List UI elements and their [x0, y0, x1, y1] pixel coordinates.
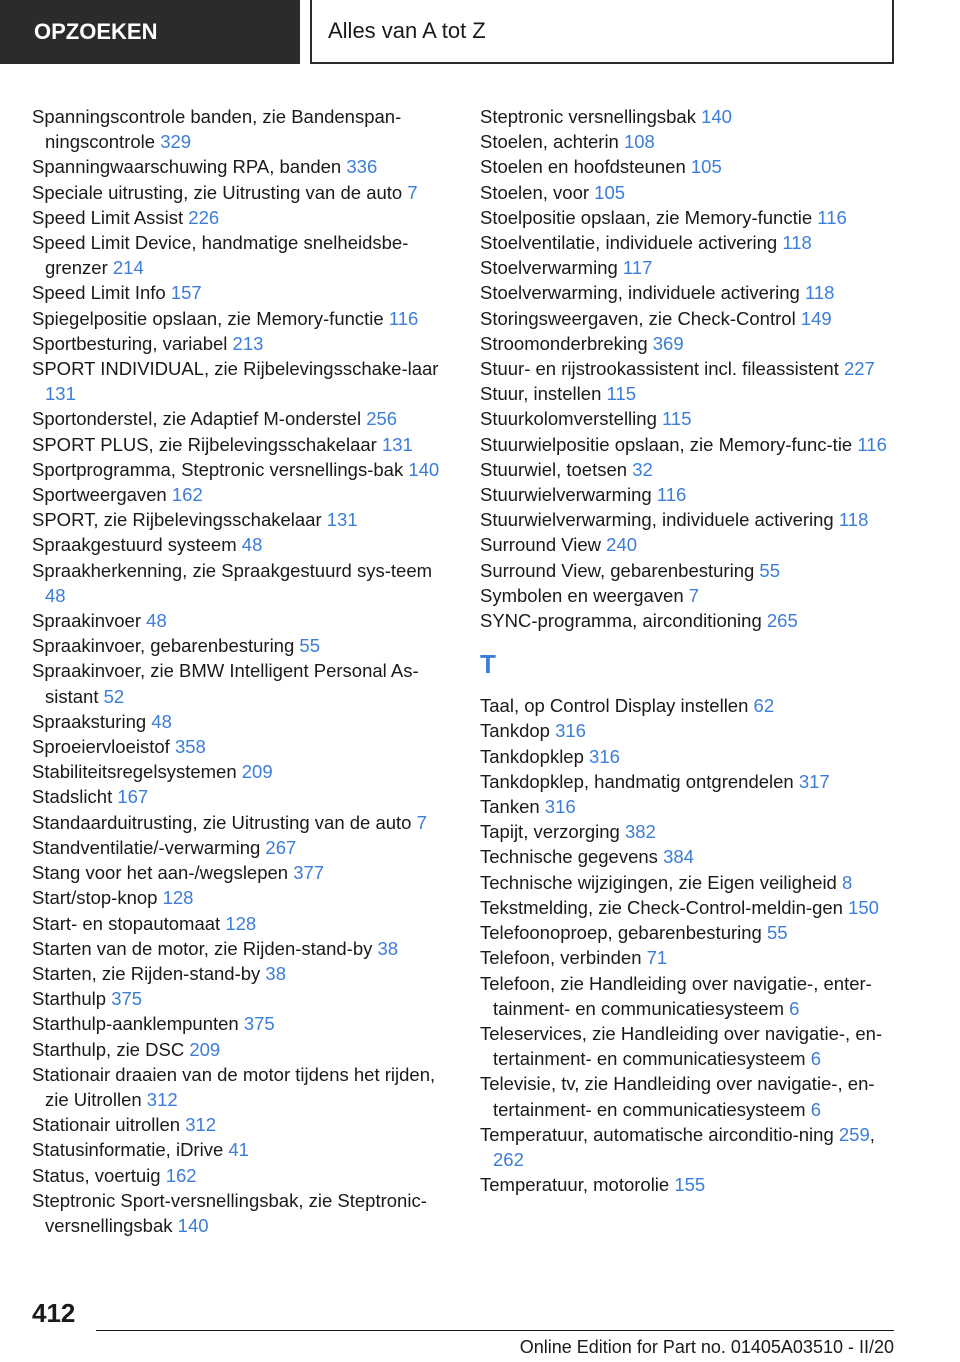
index-entry: Temperatuur, automatische airconditio-ning 259, 262: [480, 1123, 875, 1170]
index-entry: [32, 1062, 452, 1112]
page-link[interactable]: 336: [346, 156, 378, 178]
entry-text: Steptronic Sport-versnellingsbak, zie Steptronic-versnellingsbak: [32, 1189, 427, 1236]
index-entry: [480, 406, 900, 431]
page-link[interactable]: 6: [789, 997, 800, 1019]
entry-text: Sportweergaven: [32, 484, 167, 506]
page-link[interactable]: 375: [243, 1013, 275, 1035]
page-link[interactable]: 155: [674, 1174, 706, 1196]
page-link[interactable]: 7: [407, 181, 418, 203]
entry-text: Technische wijzigingen, zie Eigen veiligheid: [480, 871, 837, 893]
index-entry: [480, 693, 900, 718]
entry-text: Starthulp-aanklempunten: [32, 1013, 239, 1035]
index-entry: [480, 457, 900, 482]
index-entry: [32, 608, 452, 633]
entry-text: Televisie, tv, zie Handleiding over navigatie-, en-tertainment- en communicatiesysteem: [480, 1073, 875, 1120]
index-entry: [480, 482, 900, 507]
page-title: [310, 0, 894, 64]
entry-text: SPORT PLUS, zie Rijbelevingsschakelaar: [32, 433, 377, 455]
page-link[interactable]: 267: [265, 836, 297, 858]
page-link[interactable]: 116: [656, 484, 687, 506]
index-entry: [480, 920, 900, 945]
page-link[interactable]: 52: [103, 685, 125, 707]
entry-text: Starten van de motor, zie Rijden-stand-by: [32, 937, 373, 959]
index-entry: [480, 945, 900, 970]
entry-text: Taal, op Control Display instellen: [480, 695, 749, 717]
index-entry: [32, 205, 452, 230]
page-link[interactable]: 38: [265, 962, 286, 984]
entry-text: Stuur, instellen: [480, 383, 602, 405]
entry-text: Stadslicht: [32, 786, 113, 808]
page-link[interactable]: 131: [45, 383, 76, 405]
index-group-s: [480, 104, 900, 633]
index-entry: [32, 104, 452, 154]
page-link[interactable]: 116: [857, 433, 887, 455]
page-link[interactable]: 48: [151, 710, 172, 732]
index-entry: [480, 870, 900, 895]
index-entry: [480, 718, 900, 743]
index-entry: [32, 432, 452, 457]
entry-text: Spraaksturing: [32, 710, 147, 732]
entry-text: Surround View: [480, 534, 602, 556]
entry-text: Symbolen en weergaven: [480, 584, 684, 606]
page-link[interactable]: 115: [606, 383, 636, 405]
entry-text: Spraakinvoer, gebarenbesturing: [32, 635, 295, 657]
page-link[interactable]: 6: [810, 1098, 822, 1120]
entry-text: Spanningscontrole banden, zie Bandenspan-ningscontrole: [32, 106, 402, 153]
index-entry: [32, 961, 452, 986]
entry-text: Tankdopklep: [480, 745, 584, 767]
page-link[interactable]: 317: [798, 770, 830, 792]
page-link[interactable]: 48: [146, 610, 167, 632]
entry-text: Tanken: [480, 796, 540, 818]
index-entry: [32, 482, 452, 507]
index-entry: [480, 230, 900, 255]
entry-text: Starten, zie Rijden-stand-by: [32, 962, 261, 984]
entry-text: Starthulp, zie DSC: [32, 1038, 185, 1060]
page-link[interactable]: 358: [174, 736, 206, 758]
index-entry: [480, 844, 900, 869]
page-link[interactable]: 329: [160, 131, 192, 153]
entry-text: Speciale uitrusting, zie Uitrusting van de auto: [32, 181, 403, 203]
entry-text: SYNC-programma, airconditioning: [480, 610, 762, 632]
page-link[interactable]: 140: [701, 106, 732, 127]
index-entry: [32, 558, 452, 608]
footer-edition: Online Edition for Part no. 01405A03510 - II/20: [519, 1337, 894, 1357]
page-link[interactable]: 375: [111, 988, 143, 1010]
index-entry: [480, 154, 900, 179]
entry-text: Stuurwiel, toetsen: [480, 458, 628, 480]
page-link[interactable]: 316: [555, 720, 586, 742]
entry-text: SPORT, zie Rijbelevingsschakelaar: [32, 509, 322, 531]
index-entry: [480, 381, 900, 406]
index-entry: [32, 1137, 452, 1162]
entry-text: Start- en stopautomaat: [32, 912, 221, 934]
entry-text: Telefoonoproep, gebarenbesturing: [480, 922, 762, 944]
page-link[interactable]: 108: [623, 131, 655, 153]
page-link[interactable]: 131: [381, 433, 413, 455]
page-link[interactable]: 157: [170, 282, 202, 304]
entry-text: Starthulp: [32, 988, 107, 1010]
entry-text: Start/stop-knop: [32, 887, 158, 909]
entry-text: Standaarduitrusting, zie Uitrusting van de auto: [32, 811, 412, 833]
index-entry: [32, 532, 452, 557]
entry-text: Stationair draaien van de motor tijdens het rijden, zie Uitrollen: [32, 1063, 436, 1110]
page-link[interactable]: 118: [838, 509, 869, 531]
page-link[interactable]: 8: [842, 871, 853, 893]
index-entry: [32, 709, 452, 734]
index-group-t: [480, 693, 900, 1197]
index-entry: [32, 280, 452, 305]
index-entry: [480, 1071, 900, 1121]
index-entry: [32, 810, 452, 835]
entry-text: Stoelverwarming: [480, 257, 618, 279]
index-entry: [480, 180, 900, 205]
page-link[interactable]: 150: [848, 896, 879, 918]
entry-text: Tapijt, verzorging: [480, 821, 620, 843]
page-link[interactable]: 55: [759, 559, 780, 581]
page-link[interactable]: 140: [408, 458, 440, 480]
index-entry: [32, 835, 452, 860]
entry-text: Stuurwielverwarming, individuele activering: [480, 509, 834, 531]
entry-text: Standventilatie/-verwarming: [32, 836, 261, 858]
page-link[interactable]: 7: [416, 811, 427, 833]
entry-text: Spraakinvoer: [32, 610, 142, 632]
index-entry: [480, 971, 900, 1021]
index-entry: [32, 180, 452, 205]
page-link[interactable]: 312: [146, 1088, 178, 1110]
page-link[interactable]: 384: [663, 846, 694, 868]
page-link[interactable]: 316: [589, 745, 620, 767]
entry-text: Teleservices, zie Handleiding over navigatie-, en-tertainment- en communicatiesysteem: [480, 1022, 883, 1070]
page-link[interactable]: 62: [753, 695, 775, 717]
index-entry: [480, 255, 900, 280]
page-link[interactable]: 38: [377, 937, 399, 959]
page-link[interactable]: 116: [388, 307, 419, 329]
page-link[interactable]: 382: [624, 821, 656, 843]
page-link[interactable]: 118: [782, 232, 812, 254]
page-link[interactable]: 117: [622, 257, 653, 279]
entry-text: Telefoon, verbinden: [480, 947, 642, 969]
footer-divider: [96, 1330, 894, 1331]
entry-text: Temperatuur, motorolie: [480, 1174, 670, 1196]
entry-text: SPORT INDIVIDUAL, zie Rijbelevingsschake-laar: [32, 358, 439, 380]
page-link[interactable]: 48: [45, 584, 66, 606]
page-link[interactable]: 128: [162, 887, 194, 909]
index-entry: [480, 895, 900, 920]
entry-text: Stoelen en hoofdsteunen: [480, 156, 686, 178]
index-entry: [32, 406, 452, 431]
index-entry: [32, 356, 452, 406]
page-link[interactable]: 162: [165, 1164, 197, 1186]
page-link[interactable]: 265: [766, 610, 798, 632]
entry-text: Spiegelpositie opslaan, zie Memory-functie: [32, 307, 384, 329]
entry-text: Stuurwielverwarming: [480, 484, 652, 506]
entry-text: Storingsweergaven, zie Check-Control: [480, 307, 796, 329]
entry-text: Spanningwaarschuwing RPA, banden: [32, 156, 342, 178]
index-entry: [32, 986, 452, 1011]
page-link[interactable]: 369: [652, 332, 684, 354]
entry-text: Stuurwielpositie opslaan, zie Memory-func-tie: [480, 433, 853, 455]
section-tab: [0, 0, 300, 64]
page-link[interactable]: 6: [810, 1048, 822, 1070]
index-entry: [32, 759, 452, 784]
index-entry: [480, 356, 900, 381]
entry-text: Stoelen, voor: [480, 181, 590, 203]
entry-text: Stoelpositie opslaan, zie Memory-functie: [480, 206, 813, 228]
entry-text: Stroomonderbreking: [480, 332, 648, 354]
page-link[interactable]: 162: [171, 484, 203, 506]
index-entry: [480, 205, 900, 230]
entry-text: Stabiliteitsregelsystemen: [32, 761, 237, 783]
index-entry: [480, 507, 900, 532]
index-entry: [480, 608, 900, 633]
index-column-right: [480, 104, 900, 1197]
section-letter-t: T: [480, 649, 496, 680]
index-entry: [32, 658, 452, 708]
index-entry: [32, 507, 452, 532]
entry-text: Sportonderstel, zie Adaptief M-onderstel: [32, 408, 362, 430]
index-entry: [480, 104, 900, 129]
entry-text: Sportbesturing, variabel: [32, 332, 228, 354]
index-entry: [32, 1011, 452, 1036]
page-link[interactable]: 32: [632, 458, 653, 480]
page-title-label: Alles van A tot Z: [328, 18, 486, 43]
entry-text: Steptronic versnellingsbak: [480, 106, 696, 127]
entry-text: Telefoon, zie Handleiding over navigatie-, enter-tainment- en communicatiesysteem: [480, 972, 872, 1019]
index-entry: [32, 1112, 452, 1137]
entry-text: Stoelventilatie, individuele activering: [480, 232, 778, 254]
entry-text: Stuur- en rijstrookassistent incl. fileassistent: [480, 358, 839, 380]
index-entry: [32, 860, 452, 885]
index-entry: [32, 1163, 452, 1188]
entry-text: Stuurkolomverstelling: [480, 408, 657, 430]
index-entry: [32, 911, 452, 936]
index-entry: [480, 819, 900, 844]
page-link[interactable]: 209: [189, 1038, 221, 1060]
entry-text: Sportprogramma, Steptronic versnellings-bak: [32, 458, 404, 480]
index-entry: [480, 794, 900, 819]
index-entry: [32, 457, 452, 482]
index-column-left: [32, 104, 452, 1238]
page-link[interactable]: 115: [662, 408, 692, 430]
entry-text: Speed Limit Info: [32, 282, 166, 304]
entry-text: Temperatuur, automatische airconditio-ning: [480, 1123, 834, 1145]
index-entry: [480, 306, 900, 331]
page-link[interactable]: 7: [688, 584, 700, 606]
entry-text: Tekstmelding, zie Check-Control-meldin-gen: [480, 896, 843, 918]
page-link[interactable]: 262: [493, 1148, 524, 1170]
page-link[interactable]: 140: [177, 1214, 209, 1236]
page-link[interactable]: 131: [326, 509, 358, 531]
page-link[interactable]: 227: [843, 358, 875, 380]
index-entry: [32, 885, 452, 910]
index-entry: [480, 769, 900, 794]
entry-text: Stoelen, achterin: [480, 131, 619, 153]
page-link[interactable]: 240: [606, 534, 638, 556]
entry-text: Stang voor het aan-/wegslepen: [32, 862, 289, 884]
page-link[interactable]: 226: [188, 206, 220, 228]
page-link[interactable]: 149: [800, 307, 832, 329]
index-entry: [480, 558, 900, 583]
page-link[interactable]: 55: [299, 635, 320, 657]
index-entry: [32, 734, 452, 759]
page-link[interactable]: 71: [646, 947, 668, 969]
page-link[interactable]: 167: [117, 786, 149, 808]
page-link[interactable]: 377: [293, 862, 325, 884]
index-entry: [480, 744, 900, 769]
index-entry: [32, 633, 452, 658]
page-link[interactable]: 105: [594, 181, 626, 203]
entry-text: Speed Limit Assist: [32, 206, 184, 228]
entry-text: Tankdop: [480, 720, 550, 742]
page-link[interactable]: 116: [817, 206, 847, 228]
entry-text: Spraakgestuurd systeem: [32, 534, 237, 556]
index-entry: [480, 532, 900, 557]
entry-text: Tankdopklep, handmatig ontgrendelen: [480, 770, 794, 792]
entry-text: Sproeiervloeistof: [32, 736, 170, 758]
entry-text: Stationair uitrollen: [32, 1114, 181, 1136]
index-entry: [480, 280, 900, 305]
index-entry: [480, 129, 900, 154]
page-link[interactable]: 118: [804, 282, 835, 304]
index-entry: [32, 306, 452, 331]
page-number: 412: [32, 1298, 76, 1328]
entry-text: Stoelverwarming, individuele activering: [480, 282, 800, 304]
page-link[interactable]: 128: [225, 912, 257, 934]
index-entry: [480, 1172, 900, 1197]
index-entry: [480, 331, 900, 356]
page-link[interactable]: 105: [690, 156, 722, 178]
page-link[interactable]: 48: [241, 534, 263, 556]
index-entry: [32, 936, 452, 961]
page-link[interactable]: 41: [228, 1139, 249, 1161]
page-link[interactable]: 209: [241, 761, 273, 783]
index-entry: [480, 583, 900, 608]
entry-text: Technische gegevens: [480, 846, 658, 868]
page-link[interactable]: 214: [112, 257, 144, 279]
index-entry: [32, 230, 452, 280]
entry-text: Speed Limit Device, handmatige snelheidsbe-grenzer: [32, 232, 409, 279]
entry-text: Statusinformatie, iDrive: [32, 1139, 224, 1161]
index-entry: [32, 1188, 452, 1238]
page-link[interactable]: 55: [766, 922, 788, 944]
section-tab-label: OPZOEKEN: [34, 19, 158, 44]
page-link[interactable]: 259: [838, 1123, 870, 1145]
index-entry: [480, 1021, 900, 1071]
page-link[interactable]: 316: [544, 796, 576, 818]
index-entry: [480, 432, 900, 457]
entry-text: Spraakherkenning, zie Spraakgestuurd sys-teem: [32, 559, 433, 581]
entry-text: Surround View, gebarenbesturing: [480, 559, 755, 581]
entry-text: Spraakinvoer, zie BMW Intelligent Personal As-sistant: [32, 660, 419, 707]
page-link[interactable]: 256: [366, 408, 398, 430]
index-entry: [32, 784, 452, 809]
page-link[interactable]: 213: [232, 332, 264, 354]
page-link[interactable]: 312: [185, 1114, 217, 1136]
entry-text: Status, voertuig: [32, 1164, 161, 1186]
index-entry: [32, 331, 452, 356]
index-entry: [32, 1037, 452, 1062]
index-entry: [32, 154, 452, 179]
